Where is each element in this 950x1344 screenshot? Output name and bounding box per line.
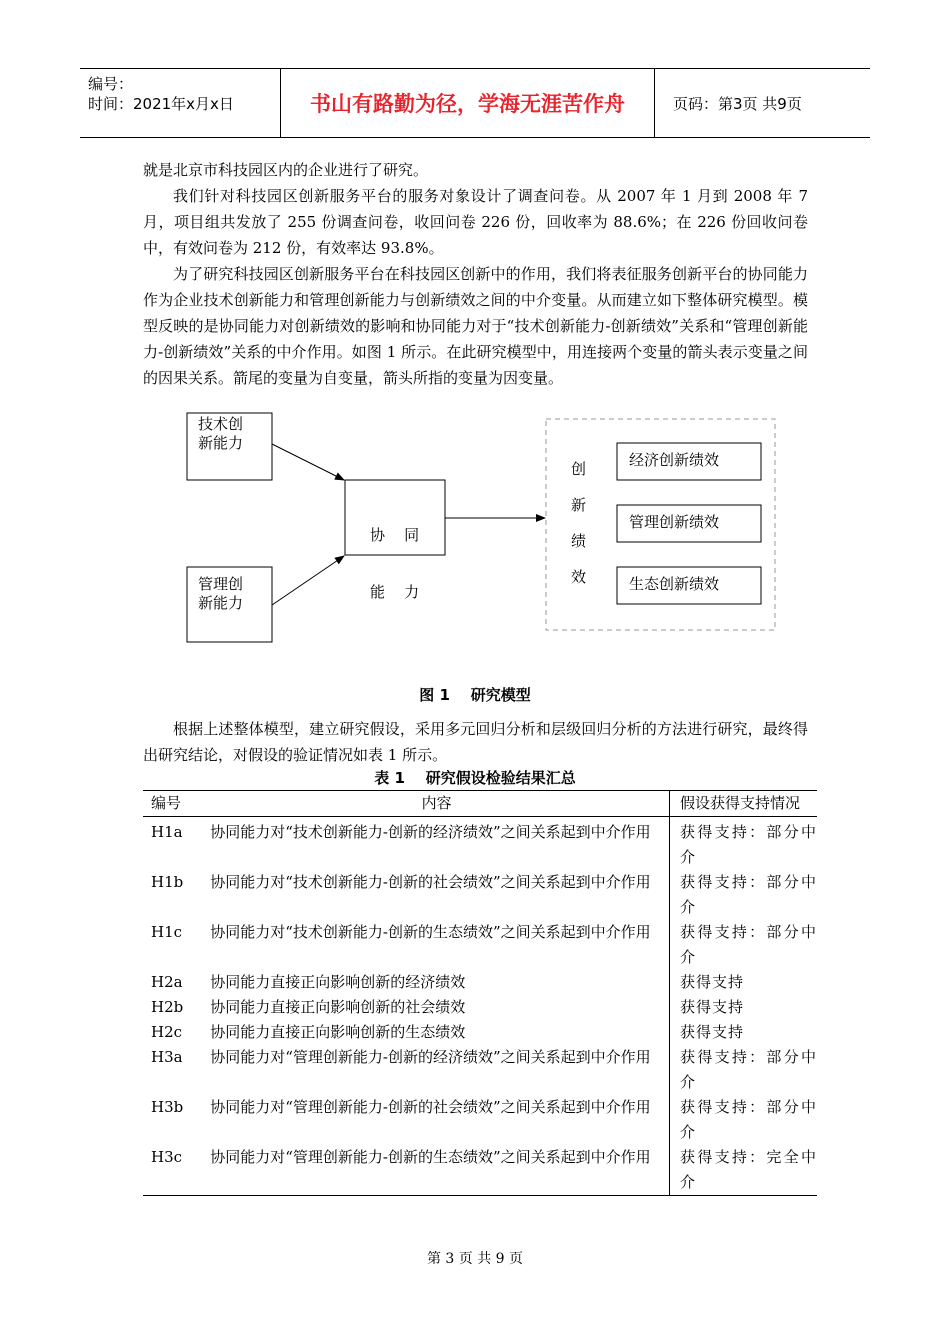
table-row [143,920,817,970]
row-content: 协同能力对“管理创新能力-创新的经济绩效”之间关系起到中介作用 [210,1048,651,1066]
row-id: H2c [151,1023,183,1041]
table-row [143,1045,817,1095]
row-content: 协同能力直接正向影响创新的生态绩效 [210,1023,466,1041]
performance-vertical-label [571,451,586,595]
synergy-label-line-1: 协 同 [370,526,420,544]
tech-to-synergy-arrow [272,444,344,480]
row-id: H3a [151,1048,183,1066]
mgmt-label-line-2: 新能力 [198,594,244,612]
row-content: 协同能力对“管理创新能力-创新的社会绩效”之间关系起到中介作用 [210,1098,651,1116]
figure-caption: 图 1 研究模型 [419,686,531,704]
paragraph-2: 我们针对科技园区创新服务平台的服务对象设计了调查问卷。从 2007 年 1 月到 2008 年 7 月，项目组共发放了 255 份调查问卷，收回问卷 226 份，回收率为 88.6%；在 226 份回收问卷中，有效问卷为 212 份，有效率达 93.8%。 [143,187,808,257]
table-row [143,970,817,995]
table-row [143,817,817,871]
tech-label-line-1: 技术创 [198,415,244,433]
performance-char-2: 新 [571,496,587,514]
performance-char-1: 创 [571,460,587,478]
row-id: H3b [151,1098,184,1116]
mgmt-label-line-1: 管理创 [198,575,244,593]
row-id: H3c [151,1148,183,1166]
row-id: H2b [151,998,184,1016]
row-content: 协同能力对“技术创新能力-创新的生态绩效”之间关系起到中介作用 [210,923,651,941]
row-support: 获得支持：部分中介 [670,1095,817,1145]
paragraph-1: 就是北京市科技园区内的企业进行了研究。 [143,161,429,179]
header-support: 假设获得支持情况 [670,791,817,817]
row-id: H1a [151,823,183,841]
header-id: 编号 [143,791,210,817]
row-support: 获得支持 [670,970,817,995]
header-page-code [665,69,870,137]
row-support: 获得支持 [670,995,817,1020]
table-row [143,1145,817,1196]
row-support: 获得支持：完全中介 [670,1145,817,1196]
row-id: H1c [151,923,183,941]
row-support: 获得支持：部分中介 [670,920,817,970]
table-body [143,817,817,1196]
header-page-code-text: 页码：第3页 共9页 [673,94,802,113]
tech-label-line-2: 新能力 [198,434,244,452]
table-row [143,870,817,920]
row-support: 获得支持：部分中介 [670,1045,817,1095]
row-support: 获得支持：部分中介 [670,817,817,871]
table-header-row [143,791,817,817]
row-support: 获得支持 [670,1020,817,1045]
performance-char-4: 效 [571,568,587,586]
header-time-label: 时间：2021年x月x日 [88,95,234,113]
row-content: 协同能力直接正向影响创新的经济绩效 [210,973,466,991]
paragraph-4: 根据上述整体模型，建立研究假设，采用多元回归分析和层级回归分析的方法进行研究，最终得出研究结论，对假设的验证情况如表 1 所示。 [143,720,808,764]
row-content: 协同能力对“技术创新能力-创新的经济绩效”之间关系起到中介作用 [210,823,651,841]
synergy-label-line-2: 能 力 [370,583,420,601]
performance-char-3: 绩 [571,532,587,550]
hypothesis-results-table [143,790,817,1196]
table-row [143,1020,817,1045]
mgmt-to-synergy-arrow [272,556,344,605]
eco-performance-label: 生态创新绩效 [629,575,720,593]
header-number-label: 编号： [88,75,134,93]
header-meta [80,69,281,137]
synergy-label [370,488,419,621]
row-content: 协同能力对“管理创新能力-创新的生态绩效”之间关系起到中介作用 [210,1148,651,1166]
page-header [80,68,870,138]
table-row [143,1095,817,1145]
table-caption: 表 1 研究假设检验结果汇总 [374,769,576,787]
header-content: 内容 [210,791,669,817]
row-support: 获得支持：部分中介 [670,870,817,920]
header-motto: 书山有路勤为径，学海无涯苦作舟 [281,69,655,137]
tech-capability-label [198,415,243,453]
page-footer: 第 3 页 共 9 页 [426,1251,524,1267]
row-content: 协同能力直接正向影响创新的社会绩效 [210,998,466,1016]
mgmt-capability-label [198,575,243,613]
table-row [143,995,817,1020]
manage-performance-label: 管理创新绩效 [629,513,720,531]
paragraph-3: 为了研究科技园区创新服务平台在科技园区创新中的作用，我们将表征服务创新平台的协同能力作为企业技术创新能力和管理创新能力与创新绩效之间的中介变量。从而建立如下整体研究模型。模型反映的是协同能力对创新绩效的影响和协同能力对于“技术创新能力-创新绩效”关系和“管理创新能力-创新绩效”关系的中介作用。如图 1 所示。在此研究模型中，用连接两个变量的箭头表示变量之间的因果关系。箭尾的变量为自变量，箭头所指的变量为因变量。 [143,265,808,387]
row-content: 协同能力对“技术创新能力-创新的社会绩效”之间关系起到中介作用 [210,873,651,891]
row-id: H2a [151,973,183,991]
row-id: H1b [151,873,184,891]
econ-performance-label: 经济创新绩效 [629,451,720,469]
